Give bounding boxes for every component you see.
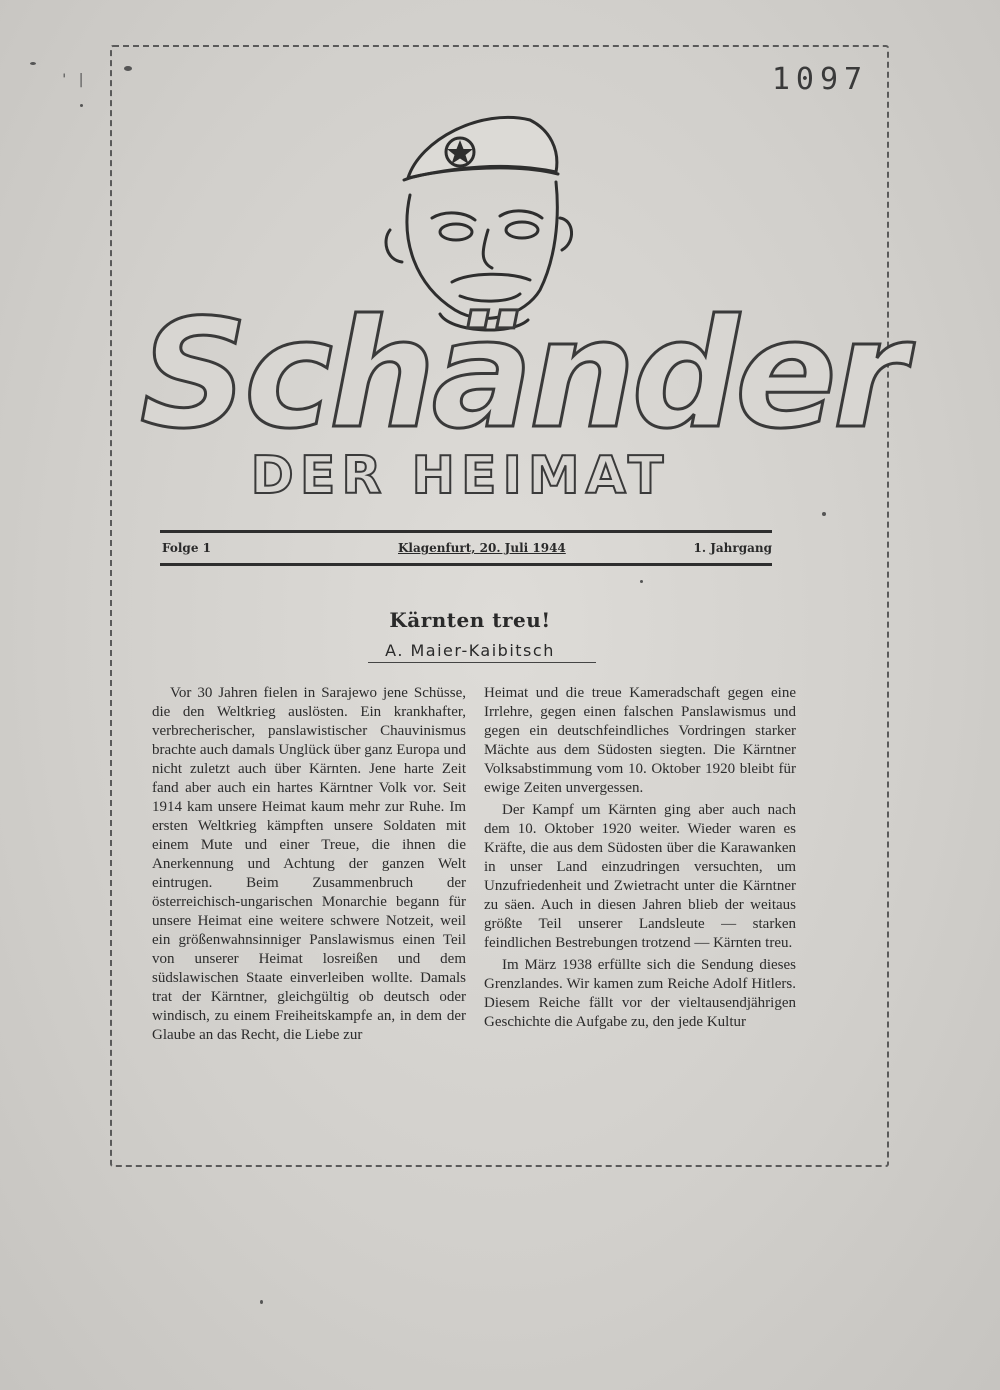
masthead-rule-bottom [160, 563, 772, 566]
scan-speck [30, 62, 36, 65]
article-column-left [152, 684, 466, 1104]
scan-speck [822, 512, 826, 516]
masthead-title: Schänder [140, 288, 903, 462]
scan-marks: ' | [60, 72, 86, 88]
masthead-info-row [160, 536, 772, 560]
scan-speck [640, 580, 643, 583]
article-author: A. Maier-Kaibitsch [385, 641, 555, 660]
article-column-right [484, 684, 796, 1104]
scan-speck [260, 1300, 263, 1304]
place-and-date: Klagenfurt, 20. Juli 1944 [398, 541, 566, 555]
archive-page-number: 1097 [771, 62, 869, 97]
author-underline [368, 662, 596, 663]
volume-year: 1. Jahrgang [693, 541, 772, 555]
masthead-subtitle: DER HEIMAT [250, 446, 670, 506]
masthead-rule-top [160, 530, 772, 533]
article-headline: Kärnten treu! [389, 608, 551, 632]
issue-number: Folge 1 [162, 541, 211, 555]
paragraph: Der Kampf um Kärnten ging aber auch nach dem 10. Oktober 1920 weiter. Wieder waren es Kräfte, die aus dem Südosten über die Karawanken in unser Land einzudringen versuchten, um Unzufriedenheit und Zwietracht unter die Kärntner zu säen. Auch in diesen Jahren blieb der weitaus größte Teil unserer Landsleute — starken feindlichen Bestrebungen trotzend — Kärnten treu. [484, 802, 796, 951]
paragraph: Vor 30 Jahren fielen in Sarajewo jene Schüsse, die den Weltkrieg auslösten. Ein krankhafter, verbrecherischer, panslawistischer Chauvinismus brachte auch damals Unglück über ganz Europa und nicht zuletzt auch über Kärnten. Jene harte Zeit fand aber auch ein hartes Kärntner Volk vor. Seit 1914 kam unsere Heimat kaum mehr zur Ruhe. Im ersten Weltkrieg kämpften unsere Soldaten mit einem Mute und einer Treue, die ihnen die Anerkennung und Achtung der ganzen Welt eintrugen. Beim Zusammenbruch der österreichisch-ungarischen Monarchie begann für unsere Heimat eine weitere schwere Notzeit, weil ein größenwahnsinniger Panslawismus einen Teil von unserer Heimat losreißen und dem südslawischen Staate einverleiben wollte. Damals trat der Kärntner, gleichgültig ob deutsch oder windisch, zu einem Freiheitskampfe an, in dem der Glaube an das Recht, die Liebe zur [152, 685, 466, 1043]
scan-speck [80, 104, 83, 107]
paragraph: Im März 1938 erfüllte sich die Sendung dieses Grenzlandes. Wir kamen zum Reiche Adolf Hitlers. Diesem Reiche fällt vor der vieltausendjährigen Geschichte die Aufgabe zu, den jede Kultur [484, 957, 796, 1030]
scan-speck [124, 66, 132, 71]
paragraph: Heimat und die treue Kameradschaft gegen eine Irrlehre, gegen einen falschen Panslawismus und gegen ein deutschfeindliches Vordringen starker Mächte aus dem Südosten siegten. Die Kärntner Volksabstimmung vom 10. Oktober 1920 bleibt für ewige Zeiten unvergessen. [484, 685, 796, 796]
